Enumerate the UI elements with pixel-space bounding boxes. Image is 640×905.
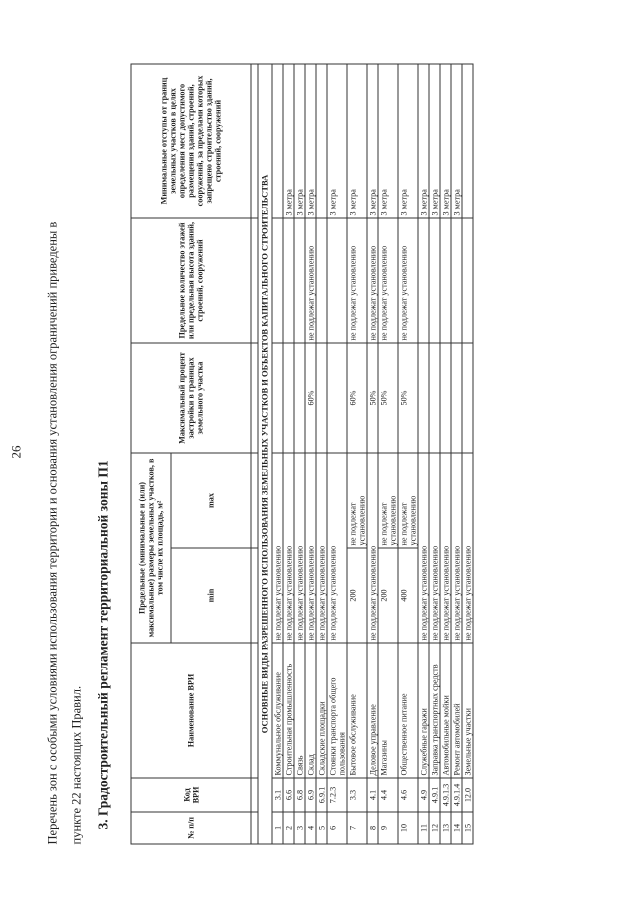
row-floors [294,218,305,343]
row-size-max: не подлежат установлению [398,453,418,548]
table-row [378,64,398,844]
row-name: Деловое управление [367,643,378,778]
row-setback: 3 метра [327,64,347,218]
row-floors [283,218,294,343]
table-row [462,64,473,844]
row-code: 4.6 [398,778,418,812]
intro-line-1: Перечень зон с особыми условиями использования территории и основания установления ограничений приведены в [45,221,59,845]
row-percent: 50% [367,343,378,453]
row-number: 10 [398,812,418,844]
row-floors [272,218,283,343]
row-code: 4.1 [367,778,378,812]
table-row [451,64,462,844]
row-size: не подлежат установлению [462,453,473,643]
row-percent [316,343,327,453]
row-percent [283,343,294,453]
spacer-row [251,64,258,844]
row-number: 7 [347,812,367,844]
header-setback: Минимальные отступы от границ земельных участков в целях определения мест допустимого размещения зданий, строений, сооружений, за пределами которых запрещено строительство зданий, строений, сооружений [131,64,251,218]
row-size: не подлежат установлению [294,453,305,643]
table-row [316,64,327,844]
header-min: min [171,548,251,643]
row-code: 6.9.1 [316,778,327,812]
row-size: не подлежат установлению [418,453,429,643]
row-setback: 3 метра [440,64,451,218]
table-row [398,64,418,844]
table-row [327,64,347,844]
row-floors [429,218,440,343]
row-number: 1 [272,812,283,844]
row-size: не подлежат установлению [316,453,327,643]
table-row [272,64,283,844]
row-floors: не подлежат установлению [347,218,367,343]
zone-heading: 3. Градостроительный регламент территориальной зоны П1 [95,460,110,830]
row-floors [440,218,451,343]
row-setback [272,64,283,218]
row-percent: 60% [347,343,367,453]
row-size-max: не подлежат установлению [378,453,398,548]
row-size-max: не подлежат установлению [347,453,367,548]
table-row [347,64,367,844]
row-setback: 3 метра [305,64,316,218]
row-code: 6.6 [283,778,294,812]
row-floors: не подлежат установлению [398,218,418,343]
row-name: Складские площадки [316,643,327,778]
row-percent: 50% [378,343,398,453]
row-percent: 50% [398,343,418,453]
row-setback: 3 метра [347,64,367,218]
row-floors: не подлежат установлению [305,218,316,343]
section-row [258,64,272,844]
row-setback: 3 метра [429,64,440,218]
row-name: Строительная промышленность [283,643,294,778]
row-code: 4.9.1 [429,778,440,812]
row-number: 13 [440,812,451,844]
row-percent: 60% [305,343,316,453]
row-setback: 3 метра [294,64,305,218]
header-name: Наименование ВРИ [131,643,251,778]
row-number: 5 [316,812,327,844]
table-row [294,64,305,844]
row-number: 3 [294,812,305,844]
row-floors [418,218,429,343]
table-row [418,64,429,844]
section-title: ОСНОВНЫЕ ВИДЫ РАЗРЕШЕННОГО ИСПОЛЬЗОВАНИЯ ЗЕМЕЛЬНЫХ УЧАСТКОВ И ОБЪЕКТОВ КАПИТАЛЬНОГО СТРОИТЕЛЬСТВА [258,64,272,844]
row-floors [451,218,462,343]
row-size: не подлежат установлению [367,453,378,643]
row-setback: 3 метра [398,64,418,218]
row-setback: 3 метра [378,64,398,218]
row-number: 2 [283,812,294,844]
header-code: Код ВРИ [131,778,251,812]
table-row [429,64,440,844]
row-size: не подлежат установлению [272,453,283,643]
row-percent [451,343,462,453]
row-setback: 3 метра [451,64,462,218]
page-number: 26 [8,445,23,459]
row-floors [316,218,327,343]
row-number: 14 [451,812,462,844]
row-name: Ремонт автомобилей [451,643,462,778]
table-row [283,64,294,844]
row-name: Земельные участки [462,643,473,778]
row-percent [327,343,347,453]
row-name: Заправка транспортных средств [429,643,440,778]
row-number: 6 [327,812,347,844]
row-size: не подлежат установлению [305,453,316,643]
row-name: Связь [294,643,305,778]
row-percent [418,343,429,453]
row-number: 4 [305,812,316,844]
row-setback: 3 метра [418,64,429,218]
header-floors: Предельное количество этажей или предельная высота зданий, строений, сооружений [131,218,251,343]
row-name: Автомобильные мойки [440,643,451,778]
row-name: Склад [305,643,316,778]
row-name: Магазины [378,643,398,778]
table-body [258,64,473,844]
row-size-min: 200 [347,548,367,643]
row-size: не подлежат установлению [440,453,451,643]
row-name: Стоянки транспорта общего пользования [327,643,347,778]
intro-line-2: пункте 22 настоящих Правил. [69,685,83,845]
row-number: 9 [378,812,398,844]
row-floors: не подлежат установлению [367,218,378,343]
row-size: не подлежат установлению [451,453,462,643]
row-code: 4.9.1.3 [440,778,451,812]
table-row [367,64,378,844]
row-code: 3.3 [347,778,367,812]
row-setback [462,64,473,218]
row-size: не подлежат установлению [327,453,347,643]
table-header-row [131,64,171,844]
row-setback: 3 метра [367,64,378,218]
row-floors: не подлежат установлению [378,218,398,343]
row-percent [272,343,283,453]
row-floors [462,218,473,343]
header-num: № п/п [131,812,251,844]
row-code: 3.1 [272,778,283,812]
row-code: 4.9.1.4 [451,778,462,812]
row-percent [294,343,305,453]
row-size: не подлежат установлению [429,453,440,643]
header-max: max [171,453,251,548]
row-code: 4.4 [378,778,398,812]
row-code: 7.2.3 [327,778,347,812]
row-size: не подлежат установлению [283,453,294,643]
row-percent [440,343,451,453]
table-row [440,64,451,844]
row-code: 6.9 [305,778,316,812]
row-code: 6.8 [294,778,305,812]
row-number: 12 [429,812,440,844]
header-percent: Максимальный процент застройки в границах земельного участка [131,343,251,453]
row-size-min: 400 [398,548,418,643]
row-setback: 3 метра [283,64,294,218]
regulation-table [130,64,473,845]
row-number: 8 [367,812,378,844]
row-name: Служебные гаражи [418,643,429,778]
row-code: 4.9 [418,778,429,812]
header-size: Предельные (минимальные и (или) максимальные) размеры земельных участков, в том числе их площадь, м² [131,453,171,643]
row-setback [316,64,327,218]
row-number: 11 [418,812,429,844]
row-name: Коммунальное обслуживание [272,643,283,778]
table-row [305,64,316,844]
row-floors [327,218,347,343]
row-number: 15 [462,812,473,844]
row-name: Бытовое обслуживание [347,643,367,778]
row-size-min: 200 [378,548,398,643]
intro-paragraph [40,65,88,845]
row-name: Общественное питание [398,643,418,778]
row-percent [462,343,473,453]
row-code: 12.0 [462,778,473,812]
row-percent [429,343,440,453]
